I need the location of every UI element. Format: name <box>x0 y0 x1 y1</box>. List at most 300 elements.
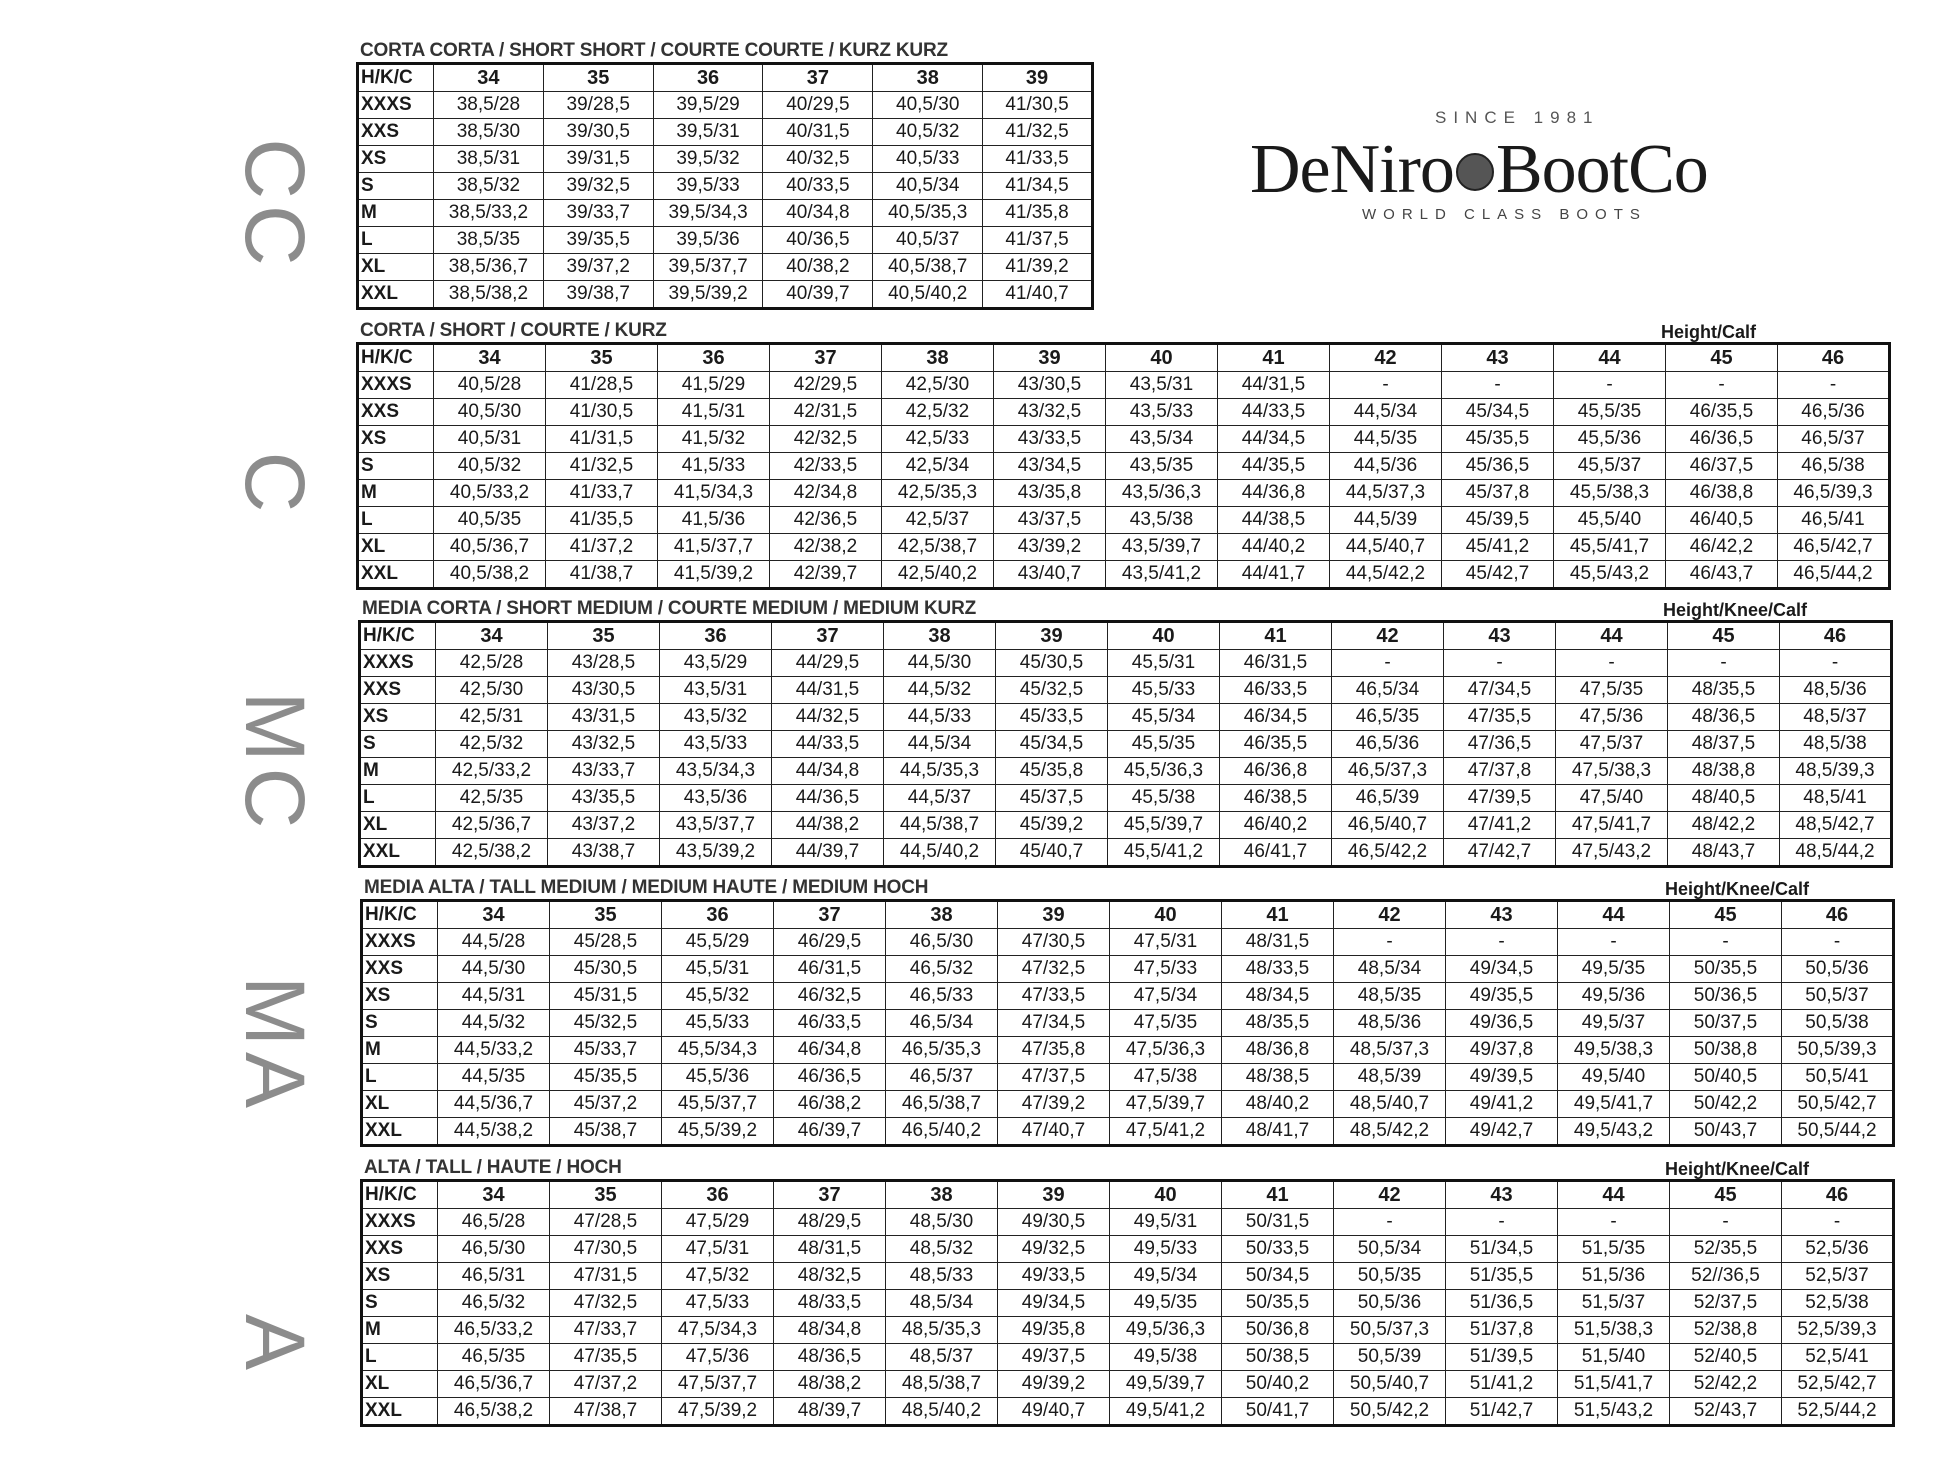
table-cell: 45,5/43,2 <box>1554 561 1666 589</box>
table-row <box>360 758 1892 785</box>
table-cell: 45,5/31 <box>662 956 774 983</box>
table-cell: 49,5/38,3 <box>1558 1037 1670 1064</box>
table-cell: - <box>1334 1209 1446 1236</box>
column-header-shoe-size: 45 <box>1666 344 1778 372</box>
table-cell: 46,5/38,7 <box>886 1091 998 1118</box>
row-label-size: XS <box>362 983 438 1010</box>
table-cell: 43,5/33 <box>660 731 772 758</box>
table-cell: 48/37,5 <box>1668 731 1780 758</box>
table-row <box>358 227 1093 254</box>
table-cell: 48/38,2 <box>774 1371 886 1398</box>
table-row <box>360 677 1892 704</box>
table-cell: 46,5/33 <box>886 983 998 1010</box>
table-cell: 48,5/37,3 <box>1334 1037 1446 1064</box>
table-cell: 51/34,5 <box>1446 1236 1558 1263</box>
table-cell: 41/33,7 <box>546 480 658 507</box>
table-cell: 47,5/37,7 <box>662 1371 774 1398</box>
table-cell: 51/35,5 <box>1446 1263 1558 1290</box>
table-cell: 49,5/37 <box>1558 1010 1670 1037</box>
table-cell: 45/33,5 <box>996 704 1108 731</box>
table-cell: - <box>1558 1209 1670 1236</box>
table-cell: 48/31,5 <box>774 1236 886 1263</box>
table-cell: 43,5/39,2 <box>660 839 772 867</box>
table-cell: 46/36,8 <box>1220 758 1332 785</box>
table-cell: 46,5/36 <box>1778 399 1890 426</box>
corner-header: H/K/C <box>358 64 434 92</box>
table-cell: 48,5/39,3 <box>1780 758 1892 785</box>
table-cell: 42/39,7 <box>770 561 882 589</box>
row-label-size: M <box>362 1317 438 1344</box>
table-cell: 49/39,5 <box>1446 1064 1558 1091</box>
table-cell: 50/41,7 <box>1222 1398 1334 1426</box>
table-cell: 45,5/34,3 <box>662 1037 774 1064</box>
table-cell: 42/36,5 <box>770 507 882 534</box>
table-cell: 47/33,5 <box>998 983 1110 1010</box>
table-cell: 50/36,8 <box>1222 1317 1334 1344</box>
table-cell: 47,5/34,3 <box>662 1317 774 1344</box>
table-cell: 46/34,8 <box>774 1037 886 1064</box>
table-cell: 45/39,2 <box>996 812 1108 839</box>
table-cell: 49/35,8 <box>998 1317 1110 1344</box>
section-measure-note: Height/Calf <box>1661 322 1757 342</box>
table-cell: - <box>1780 650 1892 677</box>
table-cell: - <box>1444 650 1556 677</box>
table-cell: 40,5/32 <box>434 453 546 480</box>
table-cell: - <box>1778 372 1890 399</box>
table-cell: 50,5/41 <box>1782 1064 1894 1091</box>
table-row <box>358 453 1890 480</box>
row-label-size: XXS <box>362 956 438 983</box>
table-cell: 44,5/32 <box>438 1010 550 1037</box>
row-label-size: XS <box>358 146 434 173</box>
table-cell: 47/36,5 <box>1444 731 1556 758</box>
table-row <box>362 983 1894 1010</box>
table-row <box>362 1091 1894 1118</box>
table-row <box>362 929 1894 956</box>
column-header-shoe-size: 45 <box>1668 622 1780 650</box>
table-cell: 46/38,2 <box>774 1091 886 1118</box>
table-cell: 44/31,5 <box>772 677 884 704</box>
table-cell: 49/35,5 <box>1446 983 1558 1010</box>
side-label-mc: MC <box>228 691 322 835</box>
table-cell: 46,5/38 <box>1778 453 1890 480</box>
column-header-shoe-size: 46 <box>1780 622 1892 650</box>
table-cell: 45,5/36 <box>1554 426 1666 453</box>
table-cell: 43,5/32 <box>660 704 772 731</box>
table-cell: 40,5/38,7 <box>873 254 983 281</box>
table-cell: 50,5/42,2 <box>1334 1398 1446 1426</box>
table-cell: 49,5/39,7 <box>1110 1371 1222 1398</box>
table-cell: 48,5/33 <box>886 1263 998 1290</box>
table-cell: 42/32,5 <box>770 426 882 453</box>
table-cell: 42/31,5 <box>770 399 882 426</box>
table-cell: 47,5/31 <box>662 1236 774 1263</box>
table-cell: 52,5/41 <box>1782 1344 1894 1371</box>
table-cell: - <box>1668 650 1780 677</box>
table-cell: 50,5/39,3 <box>1782 1037 1894 1064</box>
table-cell: 44,5/35 <box>438 1064 550 1091</box>
table-cell: 48,5/41 <box>1780 785 1892 812</box>
section-title: CORTA / SHORT / COURTE / KURZ <box>360 320 667 341</box>
table-cell: 45/35,5 <box>550 1064 662 1091</box>
table-row <box>362 956 1894 983</box>
table-cell: 45,5/36,3 <box>1108 758 1220 785</box>
table-cell: 47/28,5 <box>550 1209 662 1236</box>
table-cell: 50,5/37,3 <box>1334 1317 1446 1344</box>
table-cell: 46,5/44,2 <box>1778 561 1890 589</box>
table-row <box>362 1037 1894 1064</box>
table-cell: 50/38,8 <box>1670 1037 1782 1064</box>
table-row <box>358 534 1890 561</box>
table-cell: 47,5/41,2 <box>1110 1118 1222 1146</box>
table-cell: 46,5/32 <box>886 956 998 983</box>
table-cell: 42,5/37 <box>882 507 994 534</box>
row-label-size: M <box>358 200 434 227</box>
table-cell: 43,5/31 <box>660 677 772 704</box>
table-cell: 48,5/35 <box>1334 983 1446 1010</box>
table-cell: 45,5/36 <box>662 1064 774 1091</box>
table-row <box>362 1290 1894 1317</box>
table-cell: 48,5/32 <box>886 1236 998 1263</box>
table-cell: 43/32,5 <box>548 731 660 758</box>
row-label-size: XXL <box>362 1118 438 1146</box>
table-cell: 48,5/34 <box>886 1290 998 1317</box>
table-cell: 40,5/37 <box>873 227 983 254</box>
table-cell: 41/39,2 <box>983 254 1093 281</box>
table-cell: 45/32,5 <box>996 677 1108 704</box>
column-header-shoe-size: 38 <box>886 901 998 929</box>
table-cell: 46/31,5 <box>1220 650 1332 677</box>
logo-tagline: WORLD CLASS BOOTS <box>1362 206 1647 223</box>
table-cell: 50,5/36 <box>1334 1290 1446 1317</box>
table-cell: 51/41,2 <box>1446 1371 1558 1398</box>
row-label-size: XXXS <box>362 1209 438 1236</box>
row-label-size: XXXS <box>358 92 434 119</box>
column-header-shoe-size: 39 <box>996 622 1108 650</box>
table-cell: 47,5/34 <box>1110 983 1222 1010</box>
table-cell: 43,5/34,3 <box>660 758 772 785</box>
row-label-size: S <box>360 731 436 758</box>
table-row <box>362 1263 1894 1290</box>
table-cell: 45,5/40 <box>1554 507 1666 534</box>
logo-brand-left: DeNiro <box>1250 131 1454 208</box>
table-cell: 41/35,5 <box>546 507 658 534</box>
table-cell: 52//36,5 <box>1670 1263 1782 1290</box>
table-cell: 50/42,2 <box>1670 1091 1782 1118</box>
table-cell: 46/32,5 <box>774 983 886 1010</box>
table-cell: 42,5/35 <box>436 785 548 812</box>
table-cell: 38,5/36,7 <box>434 254 544 281</box>
table-header-row <box>358 344 1890 372</box>
table-cell: 46,5/36 <box>1332 731 1444 758</box>
table-row <box>358 426 1890 453</box>
table-cell: 48/34,5 <box>1222 983 1334 1010</box>
table-cell: 44,5/33 <box>884 704 996 731</box>
table-cell: 42,5/32 <box>882 399 994 426</box>
column-header-shoe-size: 38 <box>886 1181 998 1209</box>
table-cell: 50/35,5 <box>1222 1290 1334 1317</box>
table-row <box>360 731 1892 758</box>
column-header-shoe-size: 42 <box>1334 1181 1446 1209</box>
table-cell: 39/32,5 <box>543 173 653 200</box>
row-label-size: L <box>358 227 434 254</box>
row-label-size: L <box>362 1064 438 1091</box>
table-cell: 41/30,5 <box>983 92 1093 119</box>
table-cell: 40,5/36,7 <box>434 534 546 561</box>
table-cell: 45,5/38,3 <box>1554 480 1666 507</box>
table-cell: 48/32,5 <box>774 1263 886 1290</box>
table-cell: 50/38,5 <box>1222 1344 1334 1371</box>
table-cell: 40,5/35,3 <box>873 200 983 227</box>
table-cell: 41,5/33 <box>658 453 770 480</box>
table-row <box>358 254 1093 281</box>
table-cell: 50,5/35 <box>1334 1263 1446 1290</box>
table-cell: 39/38,7 <box>543 281 653 309</box>
column-header-shoe-size: 43 <box>1442 344 1554 372</box>
table-cell: 45,5/37,7 <box>662 1091 774 1118</box>
table-cell: - <box>1670 929 1782 956</box>
table-cell: 44,5/33,2 <box>438 1037 550 1064</box>
side-label-cc: CC <box>228 138 322 272</box>
table-cell: 42,5/30 <box>882 372 994 399</box>
table-cell: 45,5/33 <box>662 1010 774 1037</box>
row-label-size: XXS <box>360 677 436 704</box>
table-cell: 42,5/33 <box>882 426 994 453</box>
table-cell: 40/33,5 <box>763 173 873 200</box>
column-header-shoe-size: 40 <box>1106 344 1218 372</box>
table-cell: 48,5/35,3 <box>886 1317 998 1344</box>
section-title: MEDIA ALTA / TALL MEDIUM / MEDIUM HAUTE / MEDIUM HOCH <box>364 877 929 898</box>
table-cell: 49/42,7 <box>1446 1118 1558 1146</box>
table-cell: 44,5/35,3 <box>884 758 996 785</box>
table-cell: 47/31,5 <box>550 1263 662 1290</box>
table-cell: 42/29,5 <box>770 372 882 399</box>
table-row <box>362 1236 1894 1263</box>
column-header-shoe-size: 37 <box>774 1181 886 1209</box>
table-cell: 43/33,5 <box>994 426 1106 453</box>
table-cell: 50/43,7 <box>1670 1118 1782 1146</box>
table-cell: 48/35,5 <box>1668 677 1780 704</box>
table-cell: 45/35,5 <box>1442 426 1554 453</box>
table-row <box>358 399 1890 426</box>
table-cell: 47/38,7 <box>550 1398 662 1426</box>
table-cell: 50/33,5 <box>1222 1236 1334 1263</box>
column-header-shoe-size: 40 <box>1108 622 1220 650</box>
table-cell: - <box>1556 650 1668 677</box>
table-cell: 41/28,5 <box>546 372 658 399</box>
table-cell: 43/34,5 <box>994 453 1106 480</box>
brand-logo <box>1240 108 1780 228</box>
section-title: MEDIA CORTA / SHORT MEDIUM / COURTE MEDIUM / MEDIUM KURZ <box>362 598 977 619</box>
table-cell: 41/30,5 <box>546 399 658 426</box>
table-cell: 45/37,8 <box>1442 480 1554 507</box>
table-cell: 46,5/37,3 <box>1332 758 1444 785</box>
table-cell: 47/39,2 <box>998 1091 1110 1118</box>
table-cell: 48/33,5 <box>1222 956 1334 983</box>
table-cell: 41/34,5 <box>983 173 1093 200</box>
table-cell: 40/34,8 <box>763 200 873 227</box>
table-cell: 47/39,5 <box>1444 785 1556 812</box>
table-cell: 40/36,5 <box>763 227 873 254</box>
column-header-shoe-size: 39 <box>998 1181 1110 1209</box>
table-cell: 50,5/44,2 <box>1782 1118 1894 1146</box>
table-cell: 48,5/36 <box>1334 1010 1446 1037</box>
table-cell: 40,5/40,2 <box>873 281 983 309</box>
table-cell: 47/34,5 <box>998 1010 1110 1037</box>
table-cell: 47,5/37 <box>1556 731 1668 758</box>
table-cell: 46/40,2 <box>1220 812 1332 839</box>
column-header-shoe-size: 38 <box>884 622 996 650</box>
row-label-size: XS <box>360 704 436 731</box>
table-cell: 39/30,5 <box>543 119 653 146</box>
column-header-shoe-size: 41 <box>1222 1181 1334 1209</box>
column-header-shoe-size: 42 <box>1332 622 1444 650</box>
table-cell: 43,5/34 <box>1106 426 1218 453</box>
table-cell: 38,5/35 <box>434 227 544 254</box>
table-cell: 46,5/38,2 <box>438 1398 550 1426</box>
table-cell: 48/34,8 <box>774 1317 886 1344</box>
table-cell: 47/42,7 <box>1444 839 1556 867</box>
table-cell: 41/37,5 <box>983 227 1093 254</box>
table-cell: 51,5/40 <box>1558 1344 1670 1371</box>
table-cell: 48/29,5 <box>774 1209 886 1236</box>
table-cell: 44/31,5 <box>1218 372 1330 399</box>
table-cell: 38,5/33,2 <box>434 200 544 227</box>
table-cell: 49/37,8 <box>1446 1037 1558 1064</box>
table-cell: 41,5/36 <box>658 507 770 534</box>
table-cell: 45/33,7 <box>550 1037 662 1064</box>
row-label-size: XL <box>362 1371 438 1398</box>
table-cell: 49/34,5 <box>998 1290 1110 1317</box>
table-cell: 45,5/41,2 <box>1108 839 1220 867</box>
table-cell: 42,5/40,2 <box>882 561 994 589</box>
table-row <box>362 1371 1894 1398</box>
table-cell: 50,5/42,7 <box>1782 1091 1894 1118</box>
table-cell: 44,5/42,2 <box>1330 561 1442 589</box>
table-cell: 47/32,5 <box>998 956 1110 983</box>
table-cell: 52/40,5 <box>1670 1344 1782 1371</box>
table-cell: 43/28,5 <box>548 650 660 677</box>
column-header-shoe-size: 42 <box>1330 344 1442 372</box>
table-cell: 52,5/44,2 <box>1782 1398 1894 1426</box>
table-cell: 47/37,2 <box>550 1371 662 1398</box>
table-cell: 40/38,2 <box>763 254 873 281</box>
table-cell: 52,5/38 <box>1782 1290 1894 1317</box>
row-label-size: XXL <box>358 561 434 589</box>
table-cell: 46,5/30 <box>886 929 998 956</box>
table-cell: 49,5/41,2 <box>1110 1398 1222 1426</box>
table-cell: 47/32,5 <box>550 1290 662 1317</box>
table-cell: 50,5/39 <box>1334 1344 1446 1371</box>
table-cell: 46/36,5 <box>1666 426 1778 453</box>
column-header-shoe-size: 46 <box>1778 344 1890 372</box>
table-header-row <box>358 64 1093 92</box>
table-cell: 49/37,5 <box>998 1344 1110 1371</box>
table-cell: 38,5/31 <box>434 146 544 173</box>
table-cell: 47,5/40 <box>1556 785 1668 812</box>
table-cell: 45/35,8 <box>996 758 1108 785</box>
table-cell: 44,5/28 <box>438 929 550 956</box>
table-cell: 48/39,7 <box>774 1398 886 1426</box>
table-cell: 49,5/38 <box>1110 1344 1222 1371</box>
table-cell: 40,5/31 <box>434 426 546 453</box>
table-cell: 44/41,7 <box>1218 561 1330 589</box>
table-cell: 52,5/42,7 <box>1782 1371 1894 1398</box>
table-cell: 47,5/39,2 <box>662 1398 774 1426</box>
table-cell: 47/37,8 <box>1444 758 1556 785</box>
table-cell: 45,5/39,7 <box>1108 812 1220 839</box>
row-label-size: XL <box>358 534 434 561</box>
table-cell: 52/43,7 <box>1670 1398 1782 1426</box>
table-cell: 47/30,5 <box>550 1236 662 1263</box>
table-cell: 45/37,2 <box>550 1091 662 1118</box>
table-cell: 46/35,5 <box>1666 399 1778 426</box>
table-row <box>358 480 1890 507</box>
table-cell: 52,5/37 <box>1782 1263 1894 1290</box>
table-cell: 43,5/38 <box>1106 507 1218 534</box>
size-table <box>356 342 1891 590</box>
table-cell: 44,5/34 <box>884 731 996 758</box>
table-cell: 44/36,5 <box>772 785 884 812</box>
table-cell: 49/40,7 <box>998 1398 1110 1426</box>
table-cell: 39,5/34,3 <box>653 200 763 227</box>
table-cell: 41/31,5 <box>546 426 658 453</box>
section-measure-note: Height/Knee/Calf <box>1665 1159 1810 1179</box>
table-cell: 47,5/33 <box>1110 956 1222 983</box>
table-cell: 45/30,5 <box>996 650 1108 677</box>
table-cell: 42,5/35,3 <box>882 480 994 507</box>
column-header-shoe-size: 43 <box>1446 1181 1558 1209</box>
table-cell: 45,5/39,2 <box>662 1118 774 1146</box>
table-row <box>358 92 1093 119</box>
table-row <box>360 704 1892 731</box>
column-header-shoe-size: 37 <box>770 344 882 372</box>
table-cell: 48,5/38,7 <box>886 1371 998 1398</box>
table-cell: 45,5/34 <box>1108 704 1220 731</box>
table-cell: 44,5/38,2 <box>438 1118 550 1146</box>
table-cell: 50,5/38 <box>1782 1010 1894 1037</box>
table-cell: 41/38,7 <box>546 561 658 589</box>
table-cell: 48/36,5 <box>774 1344 886 1371</box>
table-cell: 42,5/30 <box>436 677 548 704</box>
column-header-shoe-size: 40 <box>1110 1181 1222 1209</box>
table-cell: 47,5/29 <box>662 1209 774 1236</box>
table-cell: 47,5/41,7 <box>1556 812 1668 839</box>
table-cell: - <box>1558 929 1670 956</box>
column-header-shoe-size: 37 <box>774 901 886 929</box>
table-cell: 46,5/31 <box>438 1263 550 1290</box>
table-cell: 48/40,2 <box>1222 1091 1334 1118</box>
section-measure-note: Height/Knee/Calf <box>1663 600 1808 620</box>
table-cell: 47,5/36 <box>1556 704 1668 731</box>
table-header-row <box>360 622 1892 650</box>
table-cell: 45/37,5 <box>996 785 1108 812</box>
table-cell: 39,5/31 <box>653 119 763 146</box>
table-cell: 46/31,5 <box>774 956 886 983</box>
table-row <box>362 1118 1894 1146</box>
table-cell: 52/37,5 <box>1670 1290 1782 1317</box>
table-cell: - <box>1554 372 1666 399</box>
table-cell: 42,5/32 <box>436 731 548 758</box>
table-cell: 44,5/40,2 <box>884 839 996 867</box>
table-cell: 44/34,8 <box>772 758 884 785</box>
section-title: ALTA / TALL / HAUTE / HOCH <box>364 1157 622 1178</box>
table-cell: 48/35,5 <box>1222 1010 1334 1037</box>
column-header-shoe-size: 37 <box>772 622 884 650</box>
table-cell: 43,5/35 <box>1106 453 1218 480</box>
column-header-shoe-size: 44 <box>1558 901 1670 929</box>
table-cell: 45/42,7 <box>1442 561 1554 589</box>
